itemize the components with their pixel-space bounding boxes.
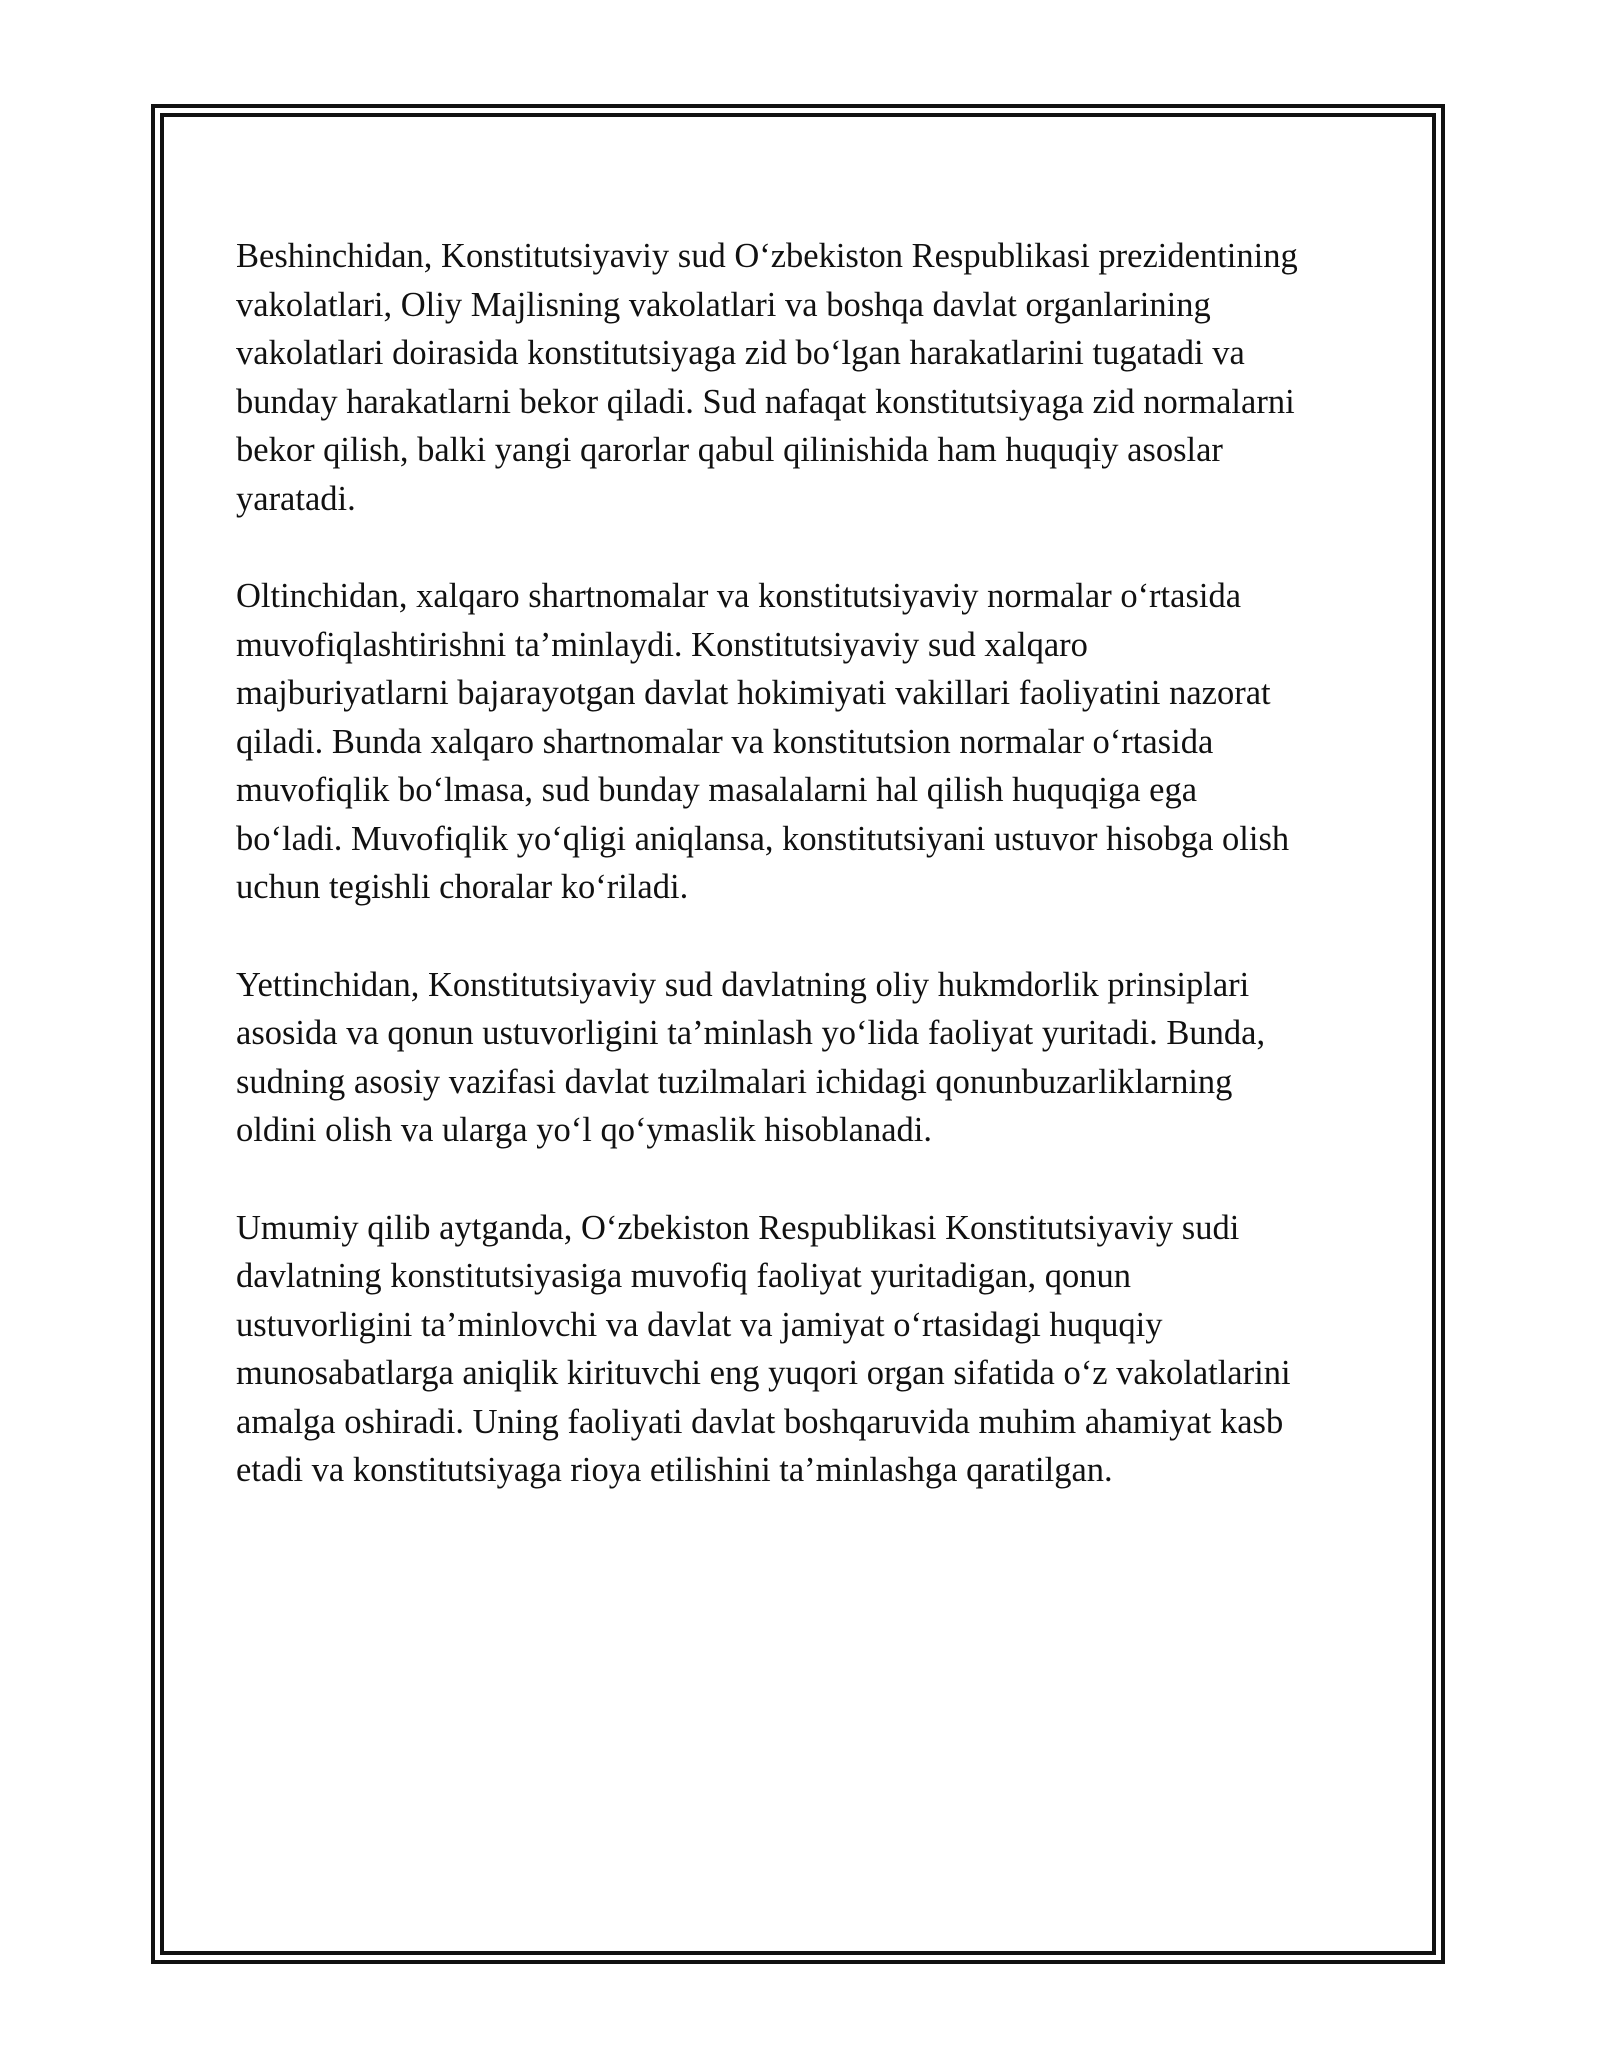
text-line: bekor qilish, balki yangi qarorlar qabul qilinishida ham huquqiy asoslar bbox=[236, 431, 1223, 469]
text-line: muvofiqlik bo‘lmasa, sud bunday masalalarni hal qilish huquqiga ega bbox=[236, 771, 1198, 809]
document-body bbox=[236, 232, 1386, 1544]
text-line: oldini olish va ularga yo‘l qo‘ymaslik hisoblanadi. bbox=[236, 1111, 932, 1149]
text-line: munosabatlarga aniqlik kirituvchi eng yuqori organ sifatida o‘z vakolatlarini bbox=[236, 1354, 1291, 1392]
text-line: etadi va konstitutsiyaga rioya etilishini ta’minlashga qaratilgan. bbox=[236, 1451, 1113, 1489]
text-line: bo‘ladi. Muvofiqlik yo‘qligi aniqlansa, konstitutsiyani ustuvor hisobga olish bbox=[236, 819, 1290, 858]
text-line: davlatning konstitutsiyasiga muvofiq faoliyat yuritadigan, qonun bbox=[236, 1257, 1131, 1295]
text-line: amalga oshiradi. Uning faoliyati davlat boshqaruvida muhim ahamiyat kasb bbox=[236, 1402, 1284, 1441]
text-line: Umumiy qilib aytganda, O‘zbekiston Respublikasi Konstitutsiyaviy sudi bbox=[236, 1208, 1240, 1247]
text-line: vakolatlari doirasida konstitutsiyaga zid bo‘lgan harakatlarini tugatadi va bbox=[236, 334, 1245, 372]
paragraph-fifth bbox=[236, 232, 1386, 523]
text-line: sudning asosiy vazifasi davlat tuzilmalari ichidagi qonunbuzarliklarning bbox=[236, 1062, 1233, 1101]
paragraph-sixth bbox=[236, 572, 1386, 912]
text-line: muvofiqlashtirishni ta’minlaydi. Konstitutsiyaviy sud xalqaro bbox=[236, 625, 1088, 664]
text-line: uchun tegishli choralar ko‘riladi. bbox=[236, 868, 689, 906]
text-line: qiladi. Bunda xalqaro shartnomalar va konstitutsion normalar o‘rtasida bbox=[236, 722, 1214, 761]
text-line: Oltinchidan, xalqaro shartnomalar va konstitutsiyaviy normalar o‘rtasida bbox=[236, 577, 1242, 615]
text-line: ustuvorligini ta’minlovchi va davlat va jamiyat o‘rtasidagi huquqiy bbox=[236, 1305, 1163, 1344]
text-line: bunday harakatlarni bekor qiladi. Sud nafaqat konstitutsiyaga zid normalarni bbox=[236, 382, 1295, 421]
text-line: yaratadi. bbox=[236, 479, 356, 518]
text-line: majburiyatlarni bajarayotgan davlat hokimiyati vakillari faoliyatini nazorat bbox=[236, 674, 1271, 712]
text-line: Beshinchidan, Konstitutsiyaviy sud O‘zbekiston Respublikasi prezidentining bbox=[236, 237, 1298, 275]
text-line: asosida va qonun ustuvorligini ta’minlash yo‘lida faoliyat yuritadi. Bunda, bbox=[236, 1014, 1266, 1052]
text-line: vakolatlari, Oliy Majlisning vakolatlari va boshqa davlat organlarining bbox=[236, 285, 1211, 324]
paragraph-conclusion bbox=[236, 1204, 1386, 1495]
text-line: Yettinchidan, Konstitutsiyaviy sud davlatning oliy hukmdorlik prinsiplari bbox=[236, 965, 1250, 1004]
paragraph-seventh bbox=[236, 961, 1386, 1155]
